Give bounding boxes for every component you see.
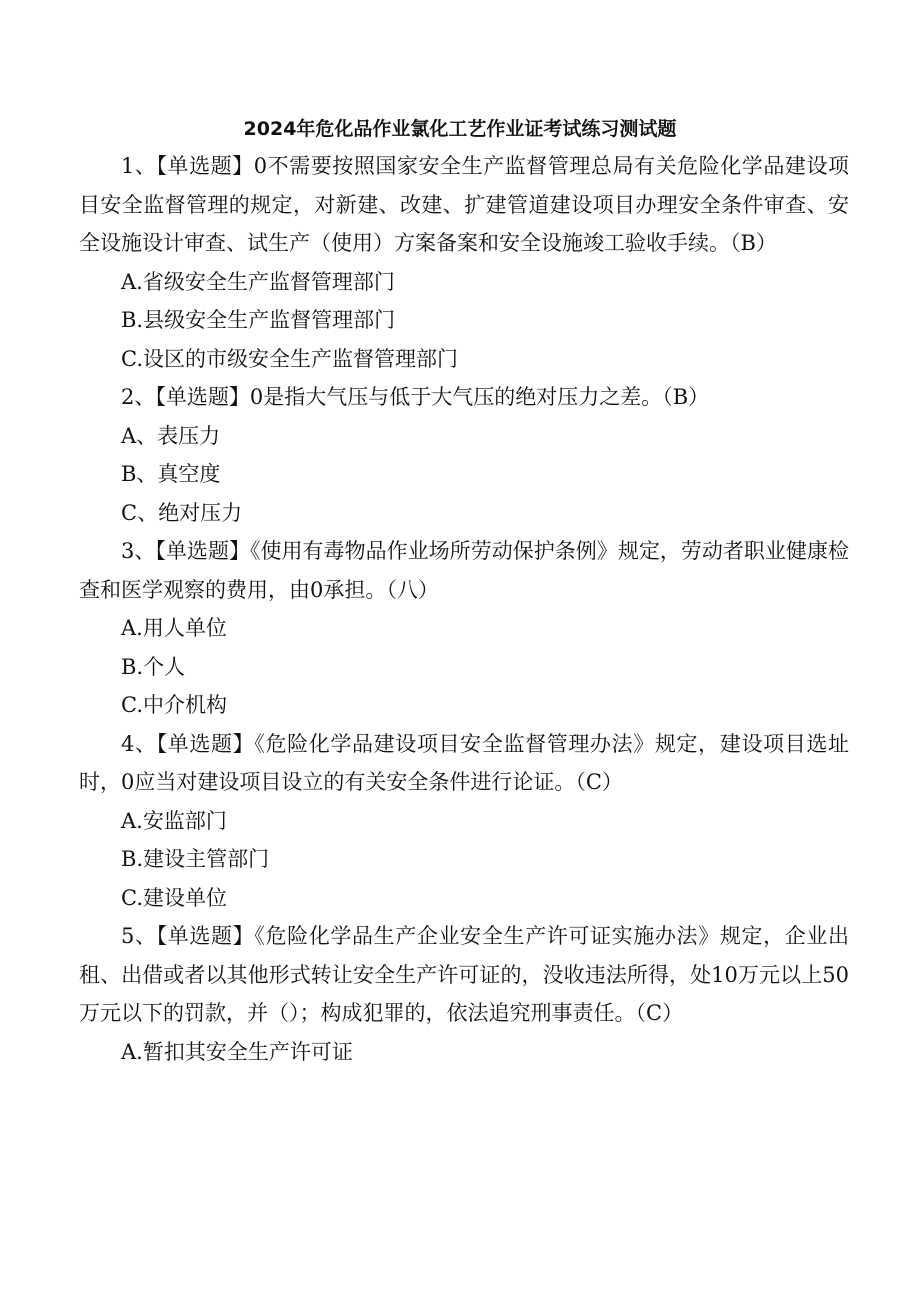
question-option: C.中介机构 (121, 693, 227, 717)
question-option: C.建设单位 (121, 885, 227, 910)
question-option: A.安监部门 (121, 808, 227, 833)
question-text: 5、【单选题】《危险化学品生产企业安全生产许可证实施办法》规定，企业出租、出借或者以其他形式转让安全生产许可证的，没收违法所得，处10万元以上50万元以下的罚款，并（）；构成犯罪的，依法追究刑事责任。（C） (79, 924, 849, 1025)
question-option: B.个人 (121, 654, 186, 679)
question-option: A.用人单位 (121, 616, 227, 640)
question-option: A.省级安全生产监督管理部门 (121, 269, 395, 294)
question-text: 3、【单选题】《使用有毒物品作业场所劳动保护条例》规定，劳动者职业健康检查和医学观察的费用，由0承担。（八） (79, 539, 849, 602)
question-text: 2、【单选题】0是指大气压与低于大气压的绝对压力之差。（B） (121, 385, 710, 409)
document-title: 2024年危化品作业氯化工艺作业证考试练习测试题 (243, 118, 677, 140)
question-option: B、真空度 (121, 462, 221, 486)
question-option: A、表压力 (121, 423, 221, 448)
question-option: A.暂扣其安全生产许可证 (121, 1039, 353, 1064)
question-option: C、绝对压力 (121, 500, 243, 525)
question-list (79, 147, 849, 1071)
question-option: B.县级安全生产监督管理部门 (121, 308, 396, 332)
question-text: 1、【单选题】0不需要按照国家安全生产监督管理总局有关危险化学品建设项目安全监督管理的规定，对新建、改建、扩建管道建设项目办理安全条件审查、安全设施设计审查、试生产（使用）方案备案和安全设施竣工验收手续。（B） (79, 154, 849, 255)
question-text: 4、【单选题】《危险化学品建设项目安全监督管理办法》规定，建设项目选址时，0应当对建设项目设立的有关安全条件进行论证。（C） (79, 731, 849, 794)
question-option: B.建设主管部门 (121, 847, 270, 871)
question-option: C.设区的市级安全生产监督管理部门 (121, 346, 458, 371)
